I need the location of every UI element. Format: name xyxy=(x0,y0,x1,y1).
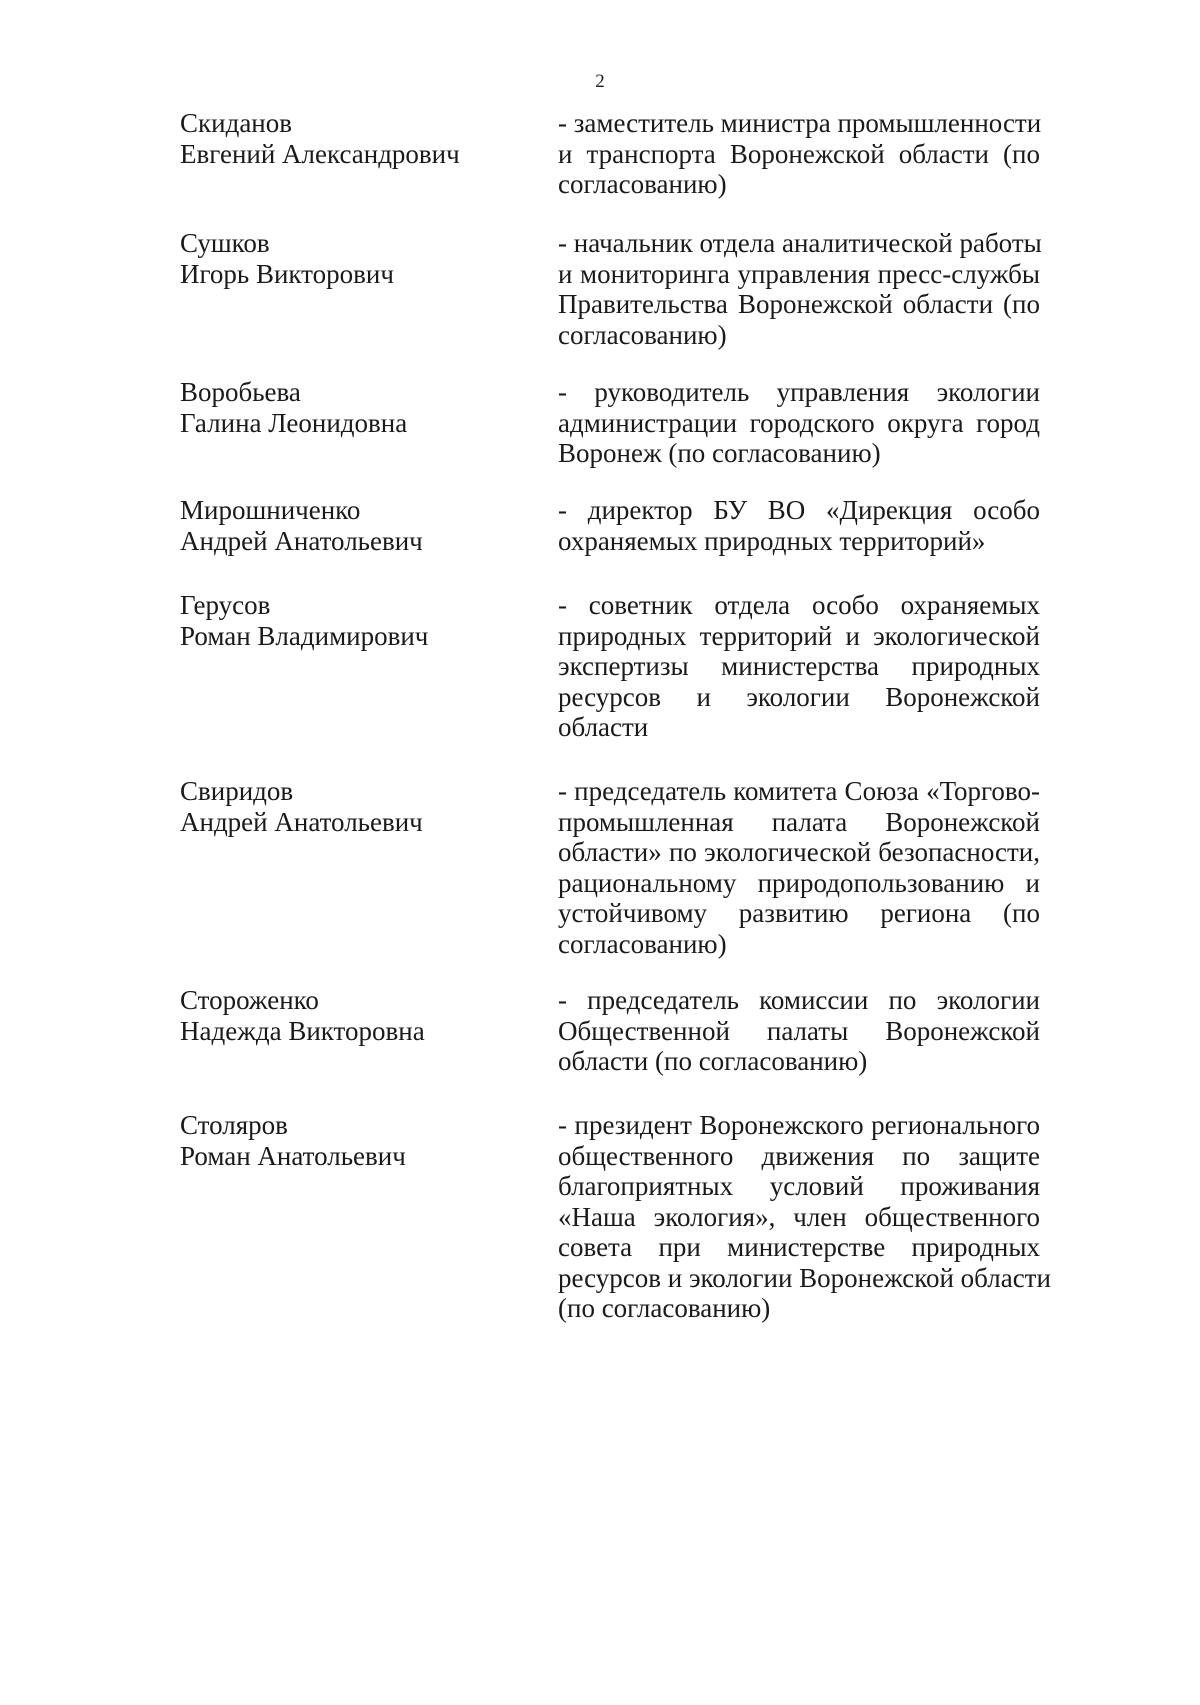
role-line: согласованию) xyxy=(558,928,727,959)
member-role xyxy=(558,495,1040,556)
role-line: области xyxy=(558,712,649,742)
role-line: промышленная палата Воронежской xyxy=(558,806,1040,837)
role-line: ресурсов и экологии Воронежской xyxy=(558,681,1040,712)
role-line: - председатель комитета Союза «Торгово- xyxy=(558,776,1040,806)
member-role xyxy=(558,776,1040,959)
member-role xyxy=(558,228,1040,350)
member-surname: Воробьева xyxy=(180,377,301,407)
role-line: (по согласованию) xyxy=(558,1293,771,1323)
role-line: и мониторинга управления пресс-службы xyxy=(558,258,1040,289)
member-surname: Герусов xyxy=(180,590,271,620)
role-line: экспертизы министерства природных xyxy=(558,651,1040,681)
member-name xyxy=(180,228,540,289)
role-line: ресурсов и экологии Воронежской области xyxy=(558,1262,1051,1293)
member-role xyxy=(558,590,1040,743)
role-line: «Наша экология», член общественного xyxy=(558,1201,1040,1232)
role-line: согласованию) xyxy=(558,169,727,199)
member-given-name: Надежда Викторовна xyxy=(180,1015,425,1046)
member-role xyxy=(558,1110,1051,1324)
member-role xyxy=(558,985,1040,1077)
member-name xyxy=(180,108,540,169)
member-given-name: Андрей Анатольевич xyxy=(180,525,423,556)
role-line: совета при министерстве природных xyxy=(558,1232,1040,1262)
role-line: согласованию) xyxy=(558,319,727,350)
member-given-name: Евгений Александрович xyxy=(180,138,460,169)
role-line: рациональному природопользованию и xyxy=(558,867,1040,898)
member-surname: Свиридов xyxy=(180,776,294,806)
role-line: природных территорий и экологической xyxy=(558,620,1040,651)
role-line: - руководитель управления экологии xyxy=(558,377,1040,407)
member-given-name: Галина Леонидовна xyxy=(180,407,408,438)
role-line: благоприятных условий проживания xyxy=(558,1171,1040,1201)
member-role xyxy=(558,108,1040,200)
role-line: устойчивому развитию региона (по xyxy=(558,898,1040,928)
member-given-name: Игорь Викторович xyxy=(180,258,394,289)
member-name xyxy=(180,985,540,1046)
role-line: области (по согласованию) xyxy=(558,1046,868,1076)
member-given-name: Андрей Анатольевич xyxy=(180,806,423,837)
member-role xyxy=(558,377,1040,469)
role-line: - директор БУ ВО «Дирекция особо xyxy=(558,495,1040,525)
role-line: администрации городского округа город xyxy=(558,407,1040,438)
member-name xyxy=(180,377,540,438)
page-number: 2 xyxy=(595,71,605,92)
role-line: охраняемых природных территорий» xyxy=(558,525,986,556)
member-name xyxy=(180,776,540,837)
role-line: - заместитель министра промышленности xyxy=(558,108,1042,138)
role-line: - председатель комиссии по экологии xyxy=(558,985,1040,1015)
role-line: - советник отдела особо охраняемых xyxy=(558,590,1040,620)
role-line: - начальник отдела аналитической работы xyxy=(558,228,1042,258)
role-line: и транспорта Воронежской области (по xyxy=(558,138,1040,169)
role-line: Правительства Воронежской области (по xyxy=(558,289,1040,319)
role-line: общественного движения по защите xyxy=(558,1140,1040,1171)
role-line: - президент Воронежского регионального xyxy=(558,1110,1040,1140)
member-name xyxy=(180,1110,540,1171)
role-line: Воронеж (по согласованию) xyxy=(558,438,881,468)
member-surname: Скиданов xyxy=(180,108,292,138)
member-surname: Столяров xyxy=(180,1110,288,1140)
member-name xyxy=(180,495,540,556)
member-given-name: Роман Анатольевич xyxy=(180,1140,406,1171)
member-surname: Стороженко xyxy=(180,985,319,1015)
role-line: Общественной палаты Воронежской xyxy=(558,1015,1040,1046)
member-given-name: Роман Владимирович xyxy=(180,620,429,651)
member-surname: Сушков xyxy=(180,228,270,258)
role-line: области» по экологической безопасности, xyxy=(558,837,1040,867)
member-name xyxy=(180,590,540,651)
member-surname: Мирошниченко xyxy=(180,495,361,525)
